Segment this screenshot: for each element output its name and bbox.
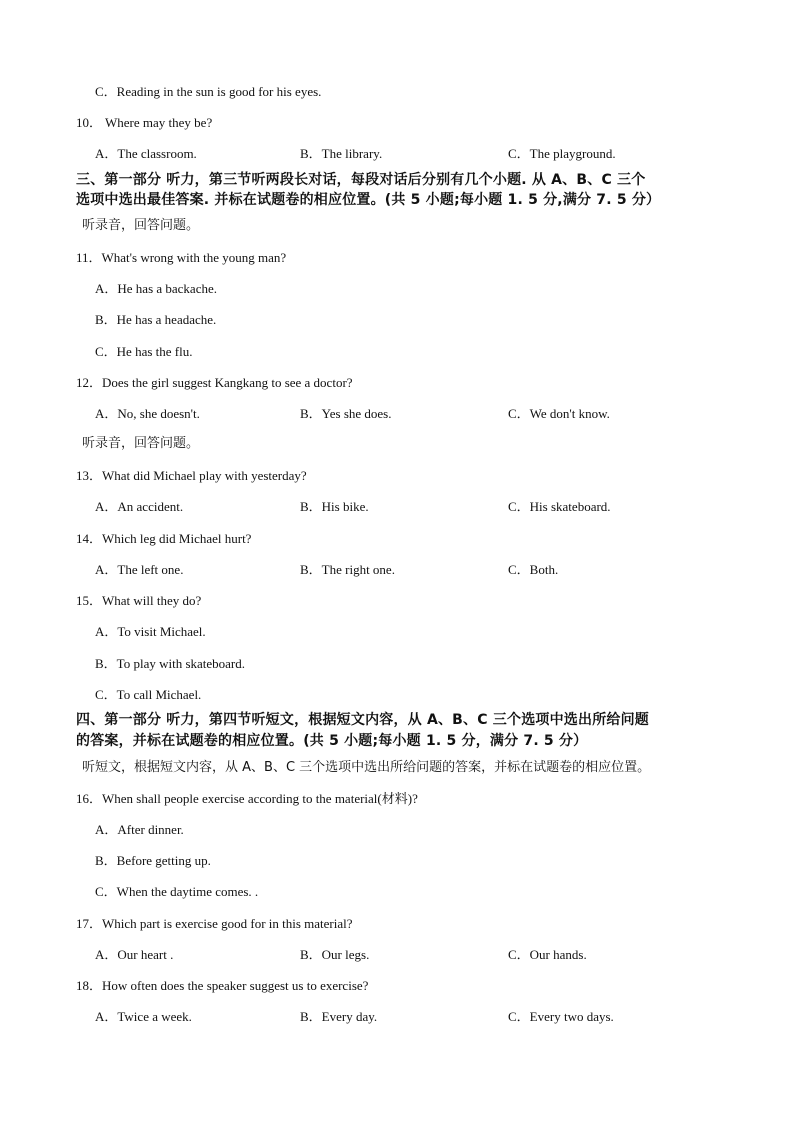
option-10a: A．The classroom.	[95, 146, 197, 161]
option-16a: A．After dinner.	[95, 822, 184, 837]
option-16c: C．When the daytime comes. .	[95, 884, 259, 899]
option-15c: C．To call Michael.	[95, 687, 202, 702]
option-12a: A．No, she doesn't.	[95, 406, 200, 421]
option-11b: B．He has a headache.	[95, 312, 217, 327]
option-11a: A．He has a backache.	[95, 281, 217, 296]
section-4-heading-line2: 的答案，并标在试题卷的相应位置。(共 5 小题;每小题 1. 5 分，满分 7. 5 分）	[76, 733, 588, 749]
question-18: 18．How often does the speaker suggest us to exercise?	[76, 978, 369, 993]
option-10b: B．The library.	[300, 146, 383, 161]
option-16b: B．Before getting up.	[95, 853, 211, 868]
option-15a: A．To visit Michael.	[95, 624, 206, 639]
option-13b: B．His bike.	[300, 499, 369, 514]
option-12b: B．Yes she does.	[300, 406, 392, 421]
question-10: 10． Where may they be?	[76, 115, 213, 130]
instruction-2: 听录音，回答问题。	[82, 436, 200, 451]
instruction-3: 听短文，根据短文内容，从 A、B、C 三个选项中选出所给问题的答案，并标在试题卷的相应位置。	[82, 760, 651, 775]
option-15b: B．To play with skateboard.	[95, 656, 246, 671]
section-4-heading-line1: 四、第一部分 听力，第四节听短文，根据短文内容，从 A、B、C 三个选项中选出所给问题	[76, 712, 650, 728]
option-12c: C．We don't know.	[508, 406, 610, 421]
option-14b: B．The right one.	[300, 562, 395, 577]
option-11c: C．He has the flu.	[95, 344, 193, 359]
section-3-heading-line1: 三、第一部分 听力，第三节听两段长对话，每段对话后分别有几个小题. 从 A、B、C 三个	[76, 172, 646, 188]
question-16: 16．When shall people exercise according to the material(材料)?	[76, 791, 418, 806]
question-15: 15．What will they do?	[76, 593, 202, 608]
question-11: 11．What's wrong with the young man?	[76, 250, 287, 265]
option-17c: C．Our hands.	[508, 947, 587, 962]
instruction-1: 听录音，回答问题。	[82, 218, 200, 233]
question-13: 13．What did Michael play with yesterday?	[76, 468, 307, 483]
question-12: 12．Does the girl suggest Kangkang to see a doctor?	[76, 375, 353, 390]
question-14: 14．Which leg did Michael hurt?	[76, 531, 252, 546]
option-17a: A．Our heart .	[95, 947, 174, 962]
option-17b: B．Our legs.	[300, 947, 370, 962]
section-3-heading-line2: 选项中选出最佳答案. 并标在试题卷的相应位置。(共 5 小题;每小题 1. 5 分,满分 7. 5 分）	[76, 192, 661, 208]
option-18c: C．Every two days.	[508, 1009, 614, 1024]
option-18b: B．Every day.	[300, 1009, 378, 1024]
option-13a: A．An accident.	[95, 499, 184, 514]
option-14a: A．The left one.	[95, 562, 184, 577]
option-14c: C．Both.	[508, 562, 559, 577]
option-10c: C．The playground.	[508, 146, 616, 161]
question-17: 17．Which part is exercise good for in this material?	[76, 916, 353, 931]
option-13c: C．His skateboard.	[508, 499, 611, 514]
option-9c: C．Reading in the sun is good for his eyes.	[95, 84, 322, 99]
option-18a: A．Twice a week.	[95, 1009, 192, 1024]
